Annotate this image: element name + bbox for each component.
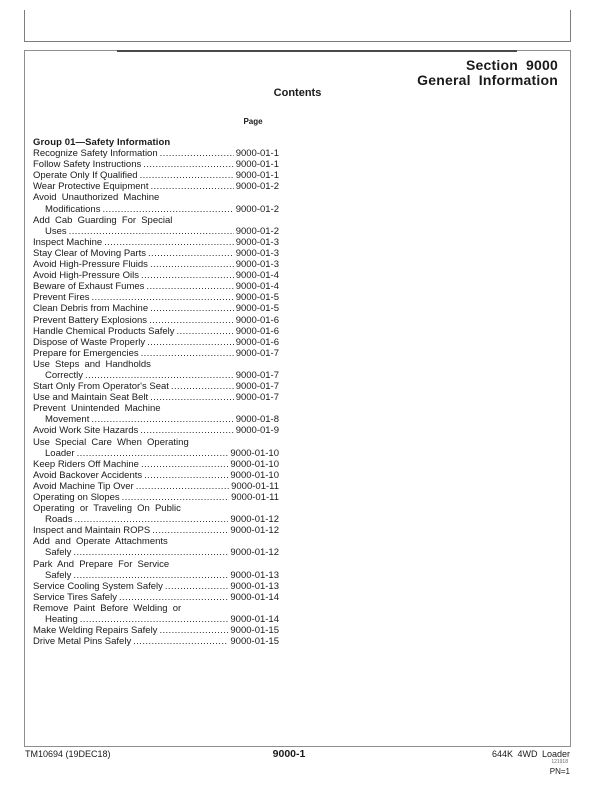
- section-title-line2: General Information: [417, 72, 558, 88]
- toc-entry-label2: Movement: [45, 414, 90, 426]
- toc-entry-continuation: [33, 514, 279, 525]
- toc-entry-page: 9000-01-7: [235, 369, 279, 381]
- toc-entry-page: 9000-01-9: [235, 425, 279, 437]
- toc-leader-dots: [80, 614, 229, 625]
- toc-entry: [33, 170, 279, 181]
- toc-leader-dots: [74, 514, 228, 525]
- toc-entry: [33, 281, 279, 292]
- toc-leader-dots: [92, 292, 234, 303]
- toc-entry-label: Avoid High-Pressure Fluids: [33, 259, 148, 271]
- toc-leader-dots: [85, 370, 234, 381]
- toc-leader-dots: [165, 581, 229, 592]
- toc-entry-label: Follow Safety Instructions: [33, 159, 142, 171]
- contents-heading: Contents: [273, 87, 322, 99]
- toc-entry-label: Beware of Exhaust Fumes: [33, 281, 145, 293]
- toc-entry-label: Drive Metal Pins Safely: [33, 636, 132, 648]
- toc-entry-page: 9000-01-3: [235, 247, 279, 259]
- toc-entry-label: Prevent Battery Explosions: [33, 314, 148, 326]
- toc-entry-list: [33, 148, 279, 647]
- footer-model-name: 644K 4WD Loader: [491, 749, 570, 759]
- toc-leader-dots: [77, 448, 229, 459]
- toc-entry: [33, 470, 279, 481]
- toc-leader-dots: [69, 226, 234, 237]
- toc-entry: [33, 536, 279, 558]
- footer-pn-code: PN=1: [549, 767, 570, 776]
- page-frame: [24, 50, 571, 747]
- toc-entry-continuation: [33, 547, 279, 558]
- toc-entry-label: Use and Maintain Seat Belt: [33, 392, 149, 404]
- toc-entry-label: Remove Paint Before Welding or: [33, 602, 182, 614]
- toc-entry-continuation: [33, 570, 279, 581]
- toc-entry-label: Avoid Unauthorized Machine: [33, 192, 160, 204]
- toc-entry: [33, 492, 279, 503]
- toc-entry-label: Service Cooling System Safely: [33, 580, 163, 592]
- toc-leader-dots: [150, 181, 233, 192]
- toc-entry-label: Use Steps and Handholds: [33, 358, 151, 370]
- toc-entry: [33, 303, 279, 314]
- toc-entry-label: Inspect and Maintain ROPS: [33, 525, 151, 537]
- toc-entry: [33, 237, 279, 248]
- toc-entry-continuation: [33, 204, 279, 215]
- toc-entry-page: 9000-01-2: [235, 181, 279, 193]
- toc-entry-label: Dispose of Waste Properly: [33, 336, 146, 348]
- toc-entry: [33, 259, 279, 270]
- toc-entry-label: Recognize Safety Information: [33, 148, 158, 160]
- toc-entry: [33, 559, 279, 581]
- toc-entry-label: Avoid Work Site Hazards: [33, 425, 139, 437]
- toc-entry: [33, 581, 279, 592]
- toc-entry-continuation: [33, 448, 279, 459]
- toc-entry-page: 9000-01-7: [235, 347, 279, 359]
- toc-entry-label: Avoid High-Pressure Oils: [33, 270, 139, 282]
- toc-entry: [33, 292, 279, 303]
- toc-entry: [33, 481, 279, 492]
- toc-entry: [33, 192, 279, 214]
- toc-entry-page: 9000-01-1: [235, 148, 279, 160]
- toc-entry-label: Stay Clear of Moving Parts: [33, 247, 146, 259]
- toc-entry-page: 9000-01-4: [235, 281, 279, 293]
- toc-leader-dots: [133, 636, 228, 647]
- toc-entry-page: 9000-01-12: [230, 547, 279, 559]
- toc-entry-label2: Correctly: [45, 369, 84, 381]
- toc-entry: [33, 215, 279, 237]
- toc-leader-dots: [144, 470, 228, 481]
- toc-entry-label: Avoid Machine Tip Over: [33, 480, 134, 492]
- toc-entry-label2: Heating: [45, 614, 78, 626]
- toc-entry-page: 9000-01-6: [235, 325, 279, 337]
- toc-entry-label: Service Tires Safely: [33, 591, 117, 603]
- toc-entry-page: 9000-01-1: [235, 159, 279, 171]
- toc-leader-dots: [119, 592, 228, 603]
- toc-leader-dots: [171, 381, 234, 392]
- toc-leader-dots: [104, 237, 234, 248]
- toc-entry-page: 9000-01-12: [230, 514, 279, 526]
- toc-entry: [33, 525, 279, 536]
- toc-entry: [33, 603, 279, 625]
- toc-entry-page: 9000-01-7: [235, 392, 279, 404]
- toc-entry: [33, 148, 279, 159]
- toc-entry-page: 9000-01-6: [235, 314, 279, 326]
- toc-entry: [33, 381, 279, 392]
- toc-entry-page: 9000-01-5: [235, 292, 279, 304]
- toc-leader-dots: [136, 481, 229, 492]
- toc-entry-page: 9000-01-3: [235, 236, 279, 248]
- toc-entry-label: Start Only From Operator's Seat: [33, 381, 169, 393]
- toc-leader-dots: [73, 547, 228, 558]
- toc-entry-page: 9000-01-6: [235, 336, 279, 348]
- toc-entry-label: Wear Protective Equipment: [33, 181, 149, 193]
- toc-entry-page: 9000-01-10: [230, 458, 279, 470]
- toc-group-title: Group 01—Safety Information: [33, 137, 171, 148]
- toc-entry-label: Handle Chemical Products Safely: [33, 325, 175, 337]
- toc-leader-dots: [141, 459, 228, 470]
- toc-entry-page: 9000-01-2: [235, 203, 279, 215]
- toc-entry: [33, 592, 279, 603]
- section-title-line1: Section 9000: [466, 57, 558, 73]
- toc-entry: [33, 248, 279, 259]
- toc-leader-dots: [160, 148, 234, 159]
- toc-entry: [33, 181, 279, 192]
- page-column-label: Page: [243, 117, 263, 126]
- toc-leader-dots: [140, 170, 234, 181]
- toc-entry-label: Prepare for Emergencies: [33, 347, 139, 359]
- toc-leader-dots: [143, 159, 233, 170]
- toc-leader-dots: [152, 525, 228, 536]
- toc-entry: [33, 270, 279, 281]
- toc-entry-label: Add and Operate Attachments: [33, 536, 168, 548]
- toc-leader-dots: [148, 248, 234, 259]
- toc-entry: [33, 337, 279, 348]
- toc-entry-label2: Loader: [45, 447, 75, 459]
- toc-entry-page: 9000-01-3: [235, 259, 279, 271]
- toc-entry-label2: Roads: [45, 514, 73, 526]
- toc-entry-continuation: [33, 370, 279, 381]
- toc-entry-page: 9000-01-13: [230, 580, 279, 592]
- toc-leader-dots: [122, 492, 229, 503]
- toc-entry: [33, 315, 279, 326]
- toc-entry-page: 9000-01-14: [230, 591, 279, 603]
- toc-entry-label: Add Cab Guarding For Special: [33, 214, 173, 226]
- toc-entry: [33, 359, 279, 381]
- toc-entry-label2: Safely: [45, 569, 72, 581]
- toc-entry-label: Keep Riders Off Machine: [33, 458, 139, 470]
- toc-entry: [33, 348, 279, 359]
- toc-entry: [33, 437, 279, 459]
- toc-entry: [33, 459, 279, 470]
- toc-entry-label: Use Special Care When Operating: [33, 436, 189, 448]
- toc-entry-label2: Modifications: [45, 203, 101, 215]
- toc-entry-label2: Uses: [45, 225, 67, 237]
- toc-leader-dots: [159, 625, 228, 636]
- footer-page-number: 9000-1: [272, 748, 306, 760]
- toc-entry-page: 9000-01-10: [230, 447, 279, 459]
- toc-entry-continuation: [33, 226, 279, 237]
- toc-leader-dots: [141, 348, 234, 359]
- toc-entry-label: Clean Debris from Machine: [33, 303, 149, 315]
- toc-leader-dots: [102, 204, 233, 215]
- toc-entry-page: 9000-01-11: [231, 492, 279, 503]
- toc-leader-dots: [141, 270, 234, 281]
- footer-manual-number: TM10694 (19DEC18): [25, 749, 111, 759]
- toc-entry: [33, 392, 279, 403]
- toc-entry-page: 9000-01-13: [230, 569, 279, 581]
- toc-leader-dots: [146, 281, 233, 292]
- toc-entry-label2: Safely: [45, 547, 72, 559]
- toc-entry-page: 9000-01-1: [235, 170, 279, 182]
- toc-entry-page: 9000-01-7: [235, 381, 279, 393]
- toc-leader-dots: [91, 414, 233, 425]
- toc-leader-dots: [73, 570, 228, 581]
- toc-leader-dots: [150, 303, 234, 314]
- toc-entry-page: 9000-01-12: [230, 525, 279, 537]
- toc-entry-continuation: [33, 414, 279, 425]
- toc-entry: [33, 625, 279, 636]
- toc-leader-dots: [150, 392, 234, 403]
- section-title: [417, 58, 558, 88]
- toc-entry: [33, 425, 279, 436]
- toc-entry-label: Inspect Machine: [33, 236, 103, 248]
- toc-entry-page: 9000-01-10: [230, 469, 279, 481]
- toc-entry-page: 9000-01-2: [235, 225, 279, 237]
- toc-entry-label: Operate Only If Qualified: [33, 170, 138, 182]
- toc-leader-dots: [140, 425, 233, 436]
- toc-entry-page: 9000-01-5: [235, 303, 279, 315]
- toc-entry-page: 9000-01-4: [235, 270, 279, 282]
- footer-print-code: 121918: [551, 759, 568, 765]
- toc-entry-label: Prevent Unintended Machine: [33, 403, 161, 415]
- toc-entry: [33, 503, 279, 525]
- toc-entry-continuation: [33, 614, 279, 625]
- toc-entry-label: Avoid Backover Accidents: [33, 469, 143, 481]
- toc-entry-page: 9000-01-15: [230, 636, 279, 648]
- toc-entry: [33, 403, 279, 425]
- page-header-box: [24, 10, 571, 42]
- toc-entry-label: Park And Prepare For Service: [33, 558, 170, 570]
- toc-entry-page: 9000-01-15: [230, 625, 279, 637]
- toc-entry-label: Prevent Fires: [33, 292, 90, 304]
- toc-entry: [33, 326, 279, 337]
- toc-entry-page: 9000-01-11: [231, 480, 279, 492]
- toc-entry-label: Operating on Slopes: [33, 492, 120, 503]
- toc-entry-page: 9000-01-8: [235, 414, 279, 426]
- toc-leader-dots: [149, 315, 234, 326]
- table-of-contents: [33, 137, 279, 647]
- toc-leader-dots: [147, 337, 234, 348]
- toc-entry-page: 9000-01-14: [230, 614, 279, 626]
- toc-entry: [33, 159, 279, 170]
- toc-entry-label: Operating or Traveling On Public: [33, 503, 181, 515]
- toc-entry: [33, 636, 279, 647]
- toc-leader-dots: [177, 326, 234, 337]
- toc-leader-dots: [150, 259, 234, 270]
- toc-entry-label: Make Welding Repairs Safely: [33, 625, 158, 637]
